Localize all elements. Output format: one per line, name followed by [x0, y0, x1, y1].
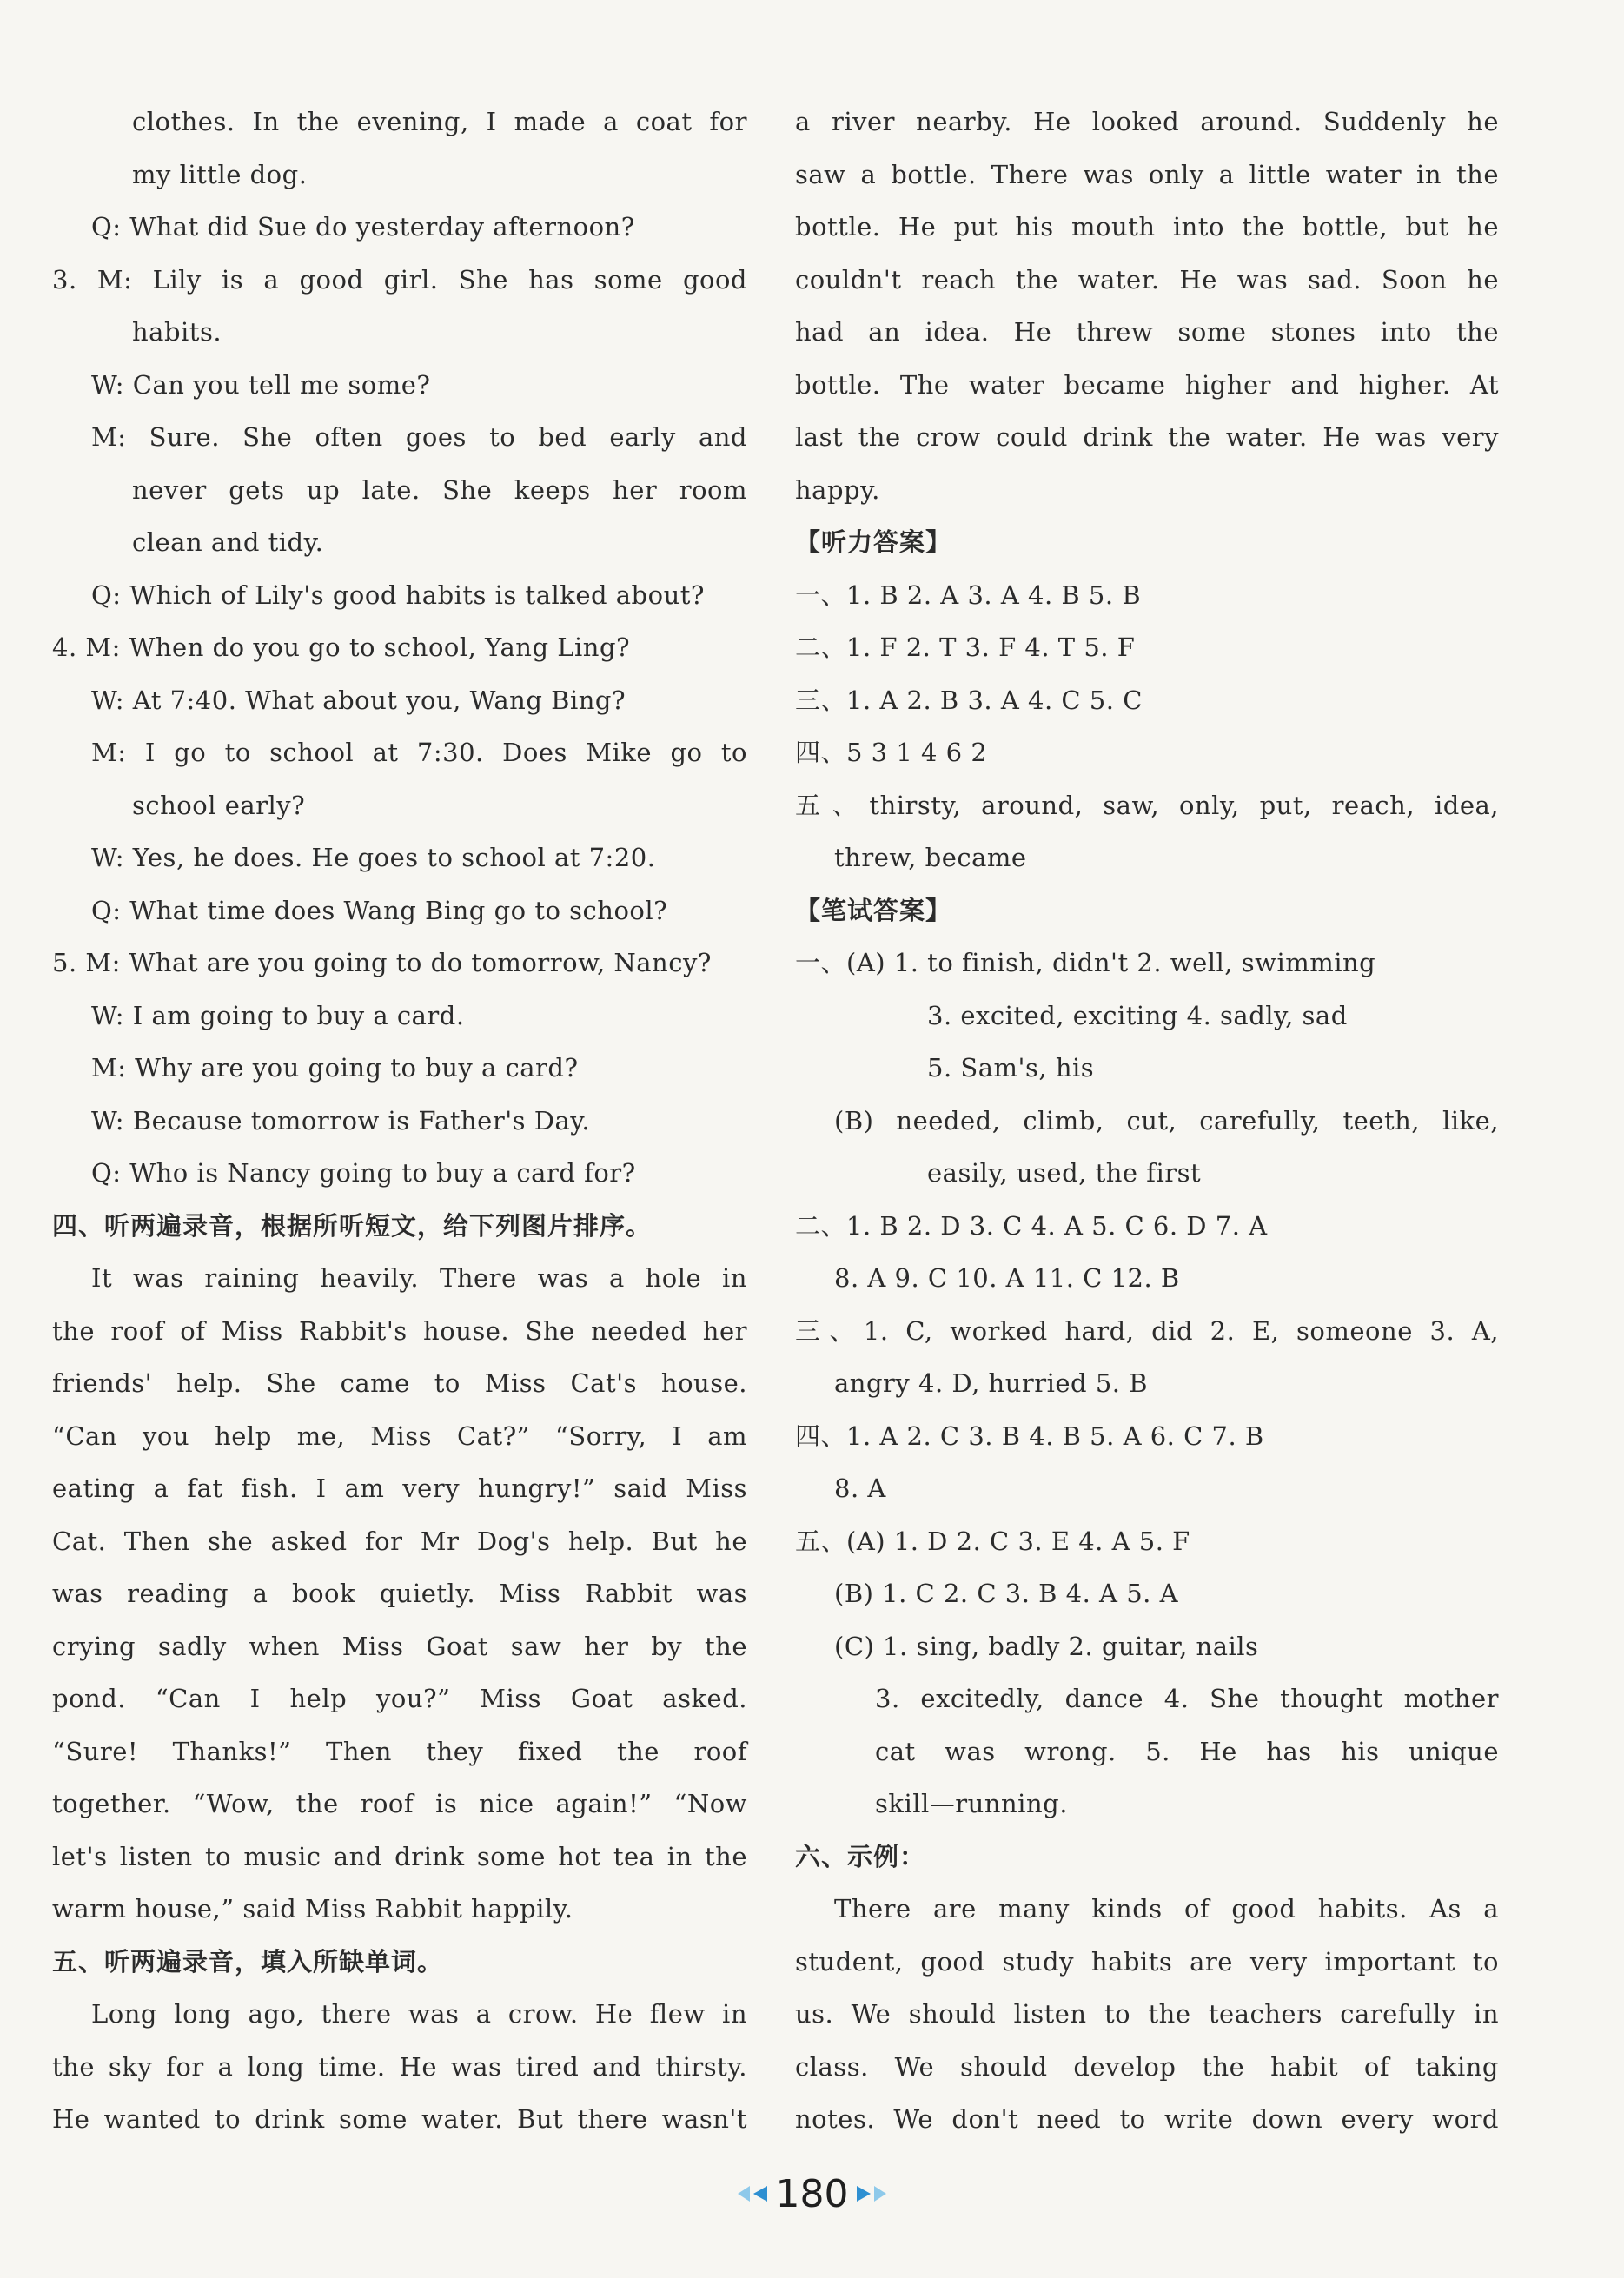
right-line: threw, became	[834, 843, 1027, 872]
left-line: Long long ago, there was a crow. He flew in	[91, 1999, 747, 2029]
right-line: cat was wrong. 5. He has his unique	[875, 1736, 1499, 1766]
left-line: clean and tidy.	[132, 527, 324, 557]
left-line: friends' help. She came to Miss Cat's house.	[52, 1368, 747, 1398]
right-line: had an idea. He threw some stones into the	[795, 317, 1499, 347]
left-line: pond. “Can I help you?” Miss Goat asked.	[52, 1684, 747, 1713]
right-line: last the crow could drink the water. He was very	[795, 422, 1499, 452]
right-line: 一、1. B 2. A 3. A 4. B 5. B	[795, 579, 1142, 610]
left-line: the roof of Miss Rabbit's house. She needed her	[52, 1315, 747, 1346]
left-line: W: Can you tell me some?	[91, 369, 431, 400]
left-column	[52, 96, 747, 2146]
left-line: “Can you help me, Miss Cat?” “Sorry, I am	[52, 1420, 747, 1451]
right-line: us. We should listen to the teachers carefully in	[795, 1999, 1499, 2029]
right-line: There are many kinds of good habits. As a	[834, 1894, 1499, 1924]
right-line: a river nearby. He looked around. Suddenly he	[795, 107, 1499, 136]
right-line: 一、(A) 1. to finish, didn't 2. well, swimming	[795, 948, 1376, 977]
right-line: 5. Sam's, his	[927, 1053, 1095, 1083]
right-column	[795, 96, 1499, 2146]
left-line: W: At 7:40. What about you, Wang Bing?	[91, 685, 626, 715]
left-line: M: Why are you going to buy a card?	[91, 1053, 579, 1083]
right-line: 二、1. F 2. T 3. F 4. T 5. F	[795, 632, 1136, 662]
right-line: 四、5 3 1 4 6 2	[795, 738, 988, 767]
left-line: 3. M: Lily is a good girl. She has some good	[52, 264, 747, 295]
left-line: “Sure! Thanks!” Then they fixed the roof	[52, 1736, 747, 1766]
right-line: skill—running.	[875, 1789, 1068, 1818]
right-line: 二、1. B 2. D 3. C 4. A 5. C 6. D 7. A	[795, 1210, 1268, 1241]
left-line: It was raining heavily. There was a hole in	[91, 1263, 747, 1293]
left-line: M: I go to school at 7:30. Does Mike go to	[91, 738, 747, 767]
left-line: He wanted to drink some water. But there wasn't	[52, 2104, 747, 2134]
right-line: 【听力答案】	[795, 527, 952, 557]
left-line: eating a fat fish. I am very hungry!” said Miss	[52, 1473, 747, 1503]
right-line: 五、thirsty, around, saw, only, put, reach, idea,	[795, 790, 1499, 820]
right-line: 8. A 9. C 10. A 11. C 12. B	[834, 1263, 1180, 1293]
left-line: W: Because tomorrow is Father's Day.	[91, 1105, 591, 1136]
left-line: 5. M: What are you going to do tomorrow, Nancy?	[52, 948, 712, 977]
right-line: bottle. The water became higher and higher. At	[795, 369, 1499, 400]
right-line: 3. excited, exciting 4. sadly, sad	[927, 1000, 1348, 1030]
right-line: 五、(A) 1. D 2. C 3. E 4. A 5. F	[795, 1526, 1190, 1556]
right-line: (C) 1. sing, badly 2. guitar, nails	[834, 1631, 1259, 1661]
right-line: saw a bottle. There was only a little water in the	[795, 159, 1499, 189]
left-line: school early?	[132, 790, 306, 820]
page-number: 180	[775, 2171, 849, 2216]
left-line: habits.	[132, 317, 222, 347]
right-line: bottle. He put his mouth into the bottle, but he	[795, 212, 1499, 242]
left-line: 五、听两遍录音，填入所缺单词。	[52, 1946, 444, 1977]
left-line: Q: What did Sue do yesterday afternoon?	[91, 212, 635, 242]
right-line: 四、1. A 2. C 3. B 4. B 5. A 6. C 7. B	[795, 1420, 1264, 1451]
right-line: happy.	[795, 474, 880, 505]
right-line: (B) 1. C 2. C 3. B 4. A 5. A	[834, 1579, 1179, 1608]
left-line: Cat. Then she asked for Mr Dog's help. But he	[52, 1526, 747, 1556]
left-line: 4. M: When do you go to school, Yang Ling?	[52, 632, 631, 662]
right-line: notes. We don't need to write down every word	[795, 2104, 1499, 2134]
left-line: Q: What time does Wang Bing go to school?	[91, 895, 668, 925]
left-line: warm house,” said Miss Rabbit happily.	[52, 1894, 573, 1924]
right-line: 三、1. C, worked hard, did 2. E, someone 3. A,	[795, 1315, 1499, 1346]
prev-arrows-icon	[738, 2186, 767, 2202]
right-line: 【笔试答案】	[795, 895, 952, 925]
right-line: 六、示例：	[795, 1841, 926, 1871]
left-line: 四、听两遍录音，根据所听短文，给下列图片排序。	[52, 1210, 653, 1241]
left-line: never gets up late. She keeps her room	[132, 474, 747, 505]
left-line: crying sadly when Miss Goat saw her by the	[52, 1631, 747, 1661]
right-line: angry 4. D, hurried 5. B	[834, 1368, 1149, 1398]
right-line: student, good study habits are very important to	[795, 1946, 1499, 1977]
right-line: (B) needed, climb, cut, carefully, teeth, like,	[834, 1105, 1499, 1136]
left-line: let's listen to music and drink some hot tea in the	[52, 1841, 747, 1871]
left-line: together. “Wow, the roof is nice again!” “Now	[52, 1789, 747, 1818]
right-line: couldn't reach the water. He was sad. Soon he	[795, 264, 1499, 295]
left-line: Q: Which of Lily's good habits is talked about?	[91, 579, 705, 610]
right-line: class. We should develop the habit of taking	[795, 2051, 1499, 2082]
left-line: the sky for a long time. He was tired and thirsty.	[52, 2051, 747, 2082]
right-line: easily, used, the first	[927, 1158, 1202, 1188]
left-line: W: Yes, he does. He goes to school at 7:20.	[91, 843, 656, 872]
right-line: 三、1. A 2. B 3. A 4. C 5. C	[795, 685, 1143, 715]
left-line: M: Sure. She often goes to bed early and	[91, 422, 747, 452]
left-line: was reading a book quietly. Miss Rabbit was	[52, 1579, 747, 1608]
left-line: my little dog.	[132, 159, 308, 189]
page-footer	[0, 2168, 1624, 2220]
left-line: clothes. In the evening, I made a coat for	[132, 107, 747, 136]
left-line: W: I am going to buy a card.	[91, 1000, 465, 1030]
right-line: 8. A	[834, 1473, 886, 1503]
left-line: Q: Who is Nancy going to buy a card for?	[91, 1158, 636, 1188]
right-line: 3. excitedly, dance 4. She thought mother	[875, 1684, 1499, 1713]
next-arrows-icon	[857, 2186, 886, 2202]
